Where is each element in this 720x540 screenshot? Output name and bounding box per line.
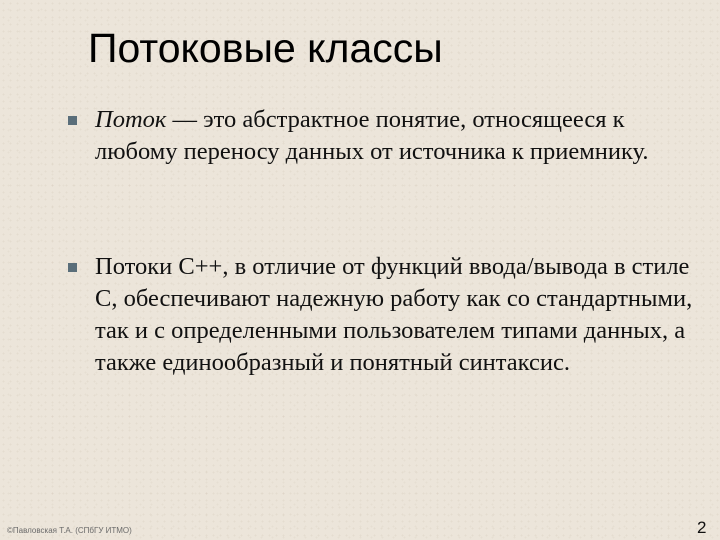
square-bullet-icon [68, 263, 77, 272]
square-bullet-icon [68, 116, 77, 125]
bullet-text [95, 104, 710, 168]
bullet-term: Поток [95, 106, 167, 133]
bullet-text [95, 251, 710, 379]
page-number: 2 [697, 518, 707, 537]
bullet-body: Потоки С++, в отличие от функций ввода/вывода в стиле С, обеспечивают надежную работу как со стандартными, так и с определенными пользователем типами данных, а также единообразный и понятный синтаксис. [95, 253, 693, 376]
footer-copyright: ©Павловская Т.А. (СПбГУ ИТМО) [7, 526, 132, 535]
slide-title: Потоковые классы [88, 25, 443, 71]
bullet-body: — это абстрактное понятие, относящееся к любому переносу данных от источника к приемнику. [95, 106, 649, 165]
